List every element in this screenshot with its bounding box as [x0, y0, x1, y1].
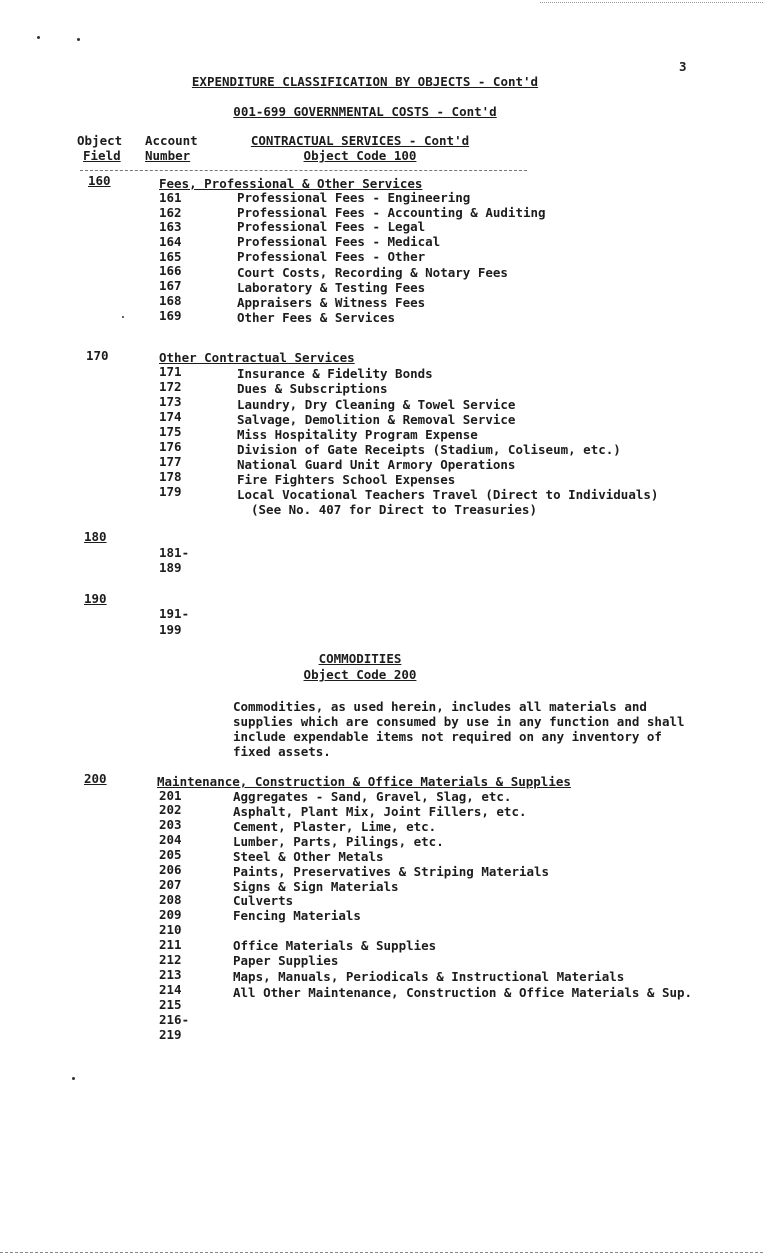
account-number: 203 — [159, 817, 182, 832]
account-number: 201 — [159, 788, 182, 803]
account-range-start: 191- — [159, 606, 190, 621]
account-range-end: 199 — [159, 622, 182, 637]
section-code-200: Object Code 200 — [303, 667, 417, 682]
account-note: (See No. 407 for Direct to Treasuries) — [251, 502, 537, 517]
account-description: Laboratory & Testing Fees — [237, 280, 426, 295]
account-number: 213 — [159, 967, 182, 982]
group-title-160: Fees, Professional & Other Services — [159, 176, 423, 191]
account-number: 179 — [159, 484, 182, 499]
account-number: 168 — [159, 293, 182, 308]
account-number: 161 — [159, 190, 182, 205]
account-number: 204 — [159, 832, 182, 847]
scan-edge-top — [540, 2, 763, 3]
account-description: Local Vocational Teachers Travel (Direct to Individuals) — [237, 487, 659, 502]
commodities-definition: Commodities, as used herein, includes all materials and supplies which are consumed by use in any function and shall include expendable items not required on any inventory of fixed assets. — [233, 699, 685, 759]
account-description: Steel & Other Metals — [233, 849, 384, 864]
account-number: 162 — [159, 205, 182, 220]
account-range-start: 181- — [159, 545, 190, 560]
header-divider — [80, 170, 527, 171]
account-description: Asphalt, Plant Mix, Joint Fillers, etc. — [233, 804, 527, 819]
account-description: Paper Supplies — [233, 953, 339, 968]
account-number: 166 — [159, 263, 182, 278]
object-field-180: 180 — [84, 529, 107, 544]
account-number: 172 — [159, 379, 182, 394]
account-description: Insurance & Fidelity Bonds — [237, 366, 433, 381]
account-number: 178 — [159, 469, 182, 484]
header-object-field-line2: Field — [83, 148, 121, 163]
account-description: Lumber, Parts, Pilings, etc. — [233, 834, 444, 849]
scan-speck — [122, 316, 124, 318]
account-number: 164 — [159, 234, 182, 249]
object-field-200: 200 — [84, 771, 107, 786]
account-number: 177 — [159, 454, 182, 469]
document-title: EXPENDITURE CLASSIFICATION BY OBJECTS - Cont'd — [191, 74, 539, 89]
account-description: Office Materials & Supplies — [233, 938, 437, 953]
object-field-190: 190 — [84, 591, 107, 606]
account-description: Paints, Preservatives & Striping Materials — [233, 864, 550, 879]
account-number: 175 — [159, 424, 182, 439]
header-account-number-line1: Account — [145, 133, 198, 148]
account-number: 171 — [159, 364, 182, 379]
object-field-170: 170 — [86, 348, 109, 363]
account-number: 207 — [159, 877, 182, 892]
account-description: Dues & Subscriptions — [237, 381, 388, 396]
account-description: Fencing Materials — [233, 908, 361, 923]
account-description: Appraisers & Witness Fees — [237, 295, 426, 310]
account-number: 211 — [159, 937, 182, 952]
group-title-200: Maintenance, Construction & Office Materials & Supplies — [157, 774, 571, 789]
scan-edge-bottom — [0, 1252, 763, 1253]
account-number: 163 — [159, 219, 182, 234]
account-range-end: 189 — [159, 560, 182, 575]
account-description: Professional Fees - Legal — [237, 219, 426, 234]
account-description: Division of Gate Receipts (Stadium, Coliseum, etc.) — [237, 442, 621, 457]
account-number: 174 — [159, 409, 182, 424]
account-description: Laundry, Dry Cleaning & Towel Service — [237, 397, 516, 412]
header-account-number-line2: Number — [145, 148, 191, 163]
account-description: Fire Fighters School Expenses — [237, 472, 456, 487]
account-number: 165 — [159, 249, 182, 264]
account-description: Salvage, Demolition & Removal Service — [237, 412, 516, 427]
account-description: Court Costs, Recording & Notary Fees — [237, 265, 508, 280]
account-description: Aggregates - Sand, Gravel, Slag, etc. — [233, 789, 512, 804]
account-number: 214 — [159, 982, 182, 997]
account-description: All Other Maintenance, Construction & Office Materials & Sup. — [233, 985, 693, 1000]
section-title-contractual: CONTRACTUAL SERVICES - Cont'd — [250, 133, 470, 148]
account-number: 167 — [159, 278, 182, 293]
account-description: Professional Fees - Medical — [237, 234, 441, 249]
account-number: 215 — [159, 997, 182, 1012]
account-number: 206 — [159, 862, 182, 877]
account-description: Miss Hospitality Program Expense — [237, 427, 478, 442]
section-title-commodities: COMMODITIES — [318, 651, 402, 666]
document-subtitle: 001-699 GOVERNMENTAL COSTS - Cont'd — [233, 104, 497, 119]
scan-speck — [37, 36, 40, 39]
account-range-end: 219 — [159, 1027, 182, 1042]
scan-speck — [72, 1077, 75, 1080]
account-description: Professional Fees - Accounting & Auditing — [237, 205, 546, 220]
header-object-field-line1: Object — [77, 133, 123, 148]
object-field-160: 160 — [88, 173, 111, 188]
account-number: 173 — [159, 394, 182, 409]
group-title-170: Other Contractual Services — [159, 350, 355, 365]
account-description: Other Fees & Services — [237, 310, 396, 325]
account-range-start: 216- — [159, 1012, 190, 1027]
account-number: 208 — [159, 892, 182, 907]
account-description: National Guard Unit Armory Operations — [237, 457, 516, 472]
account-number: 210 — [159, 922, 182, 937]
account-description: Culverts — [233, 893, 294, 908]
account-description: Cement, Plaster, Lime, etc. — [233, 819, 437, 834]
account-description: Maps, Manuals, Periodicals & Instructional Materials — [233, 969, 625, 984]
account-number: 205 — [159, 847, 182, 862]
account-number: 209 — [159, 907, 182, 922]
account-number: 202 — [159, 802, 182, 817]
section-code-100: Object Code 100 — [303, 148, 417, 163]
account-description: Signs & Sign Materials — [233, 879, 399, 894]
account-number: 176 — [159, 439, 182, 454]
page-number: 3 — [679, 59, 687, 74]
account-number: 169 — [159, 308, 182, 323]
scan-speck — [77, 38, 80, 41]
account-description: Professional Fees - Other — [237, 249, 426, 264]
account-description: Professional Fees - Engineering — [237, 190, 471, 205]
account-number: 212 — [159, 952, 182, 967]
